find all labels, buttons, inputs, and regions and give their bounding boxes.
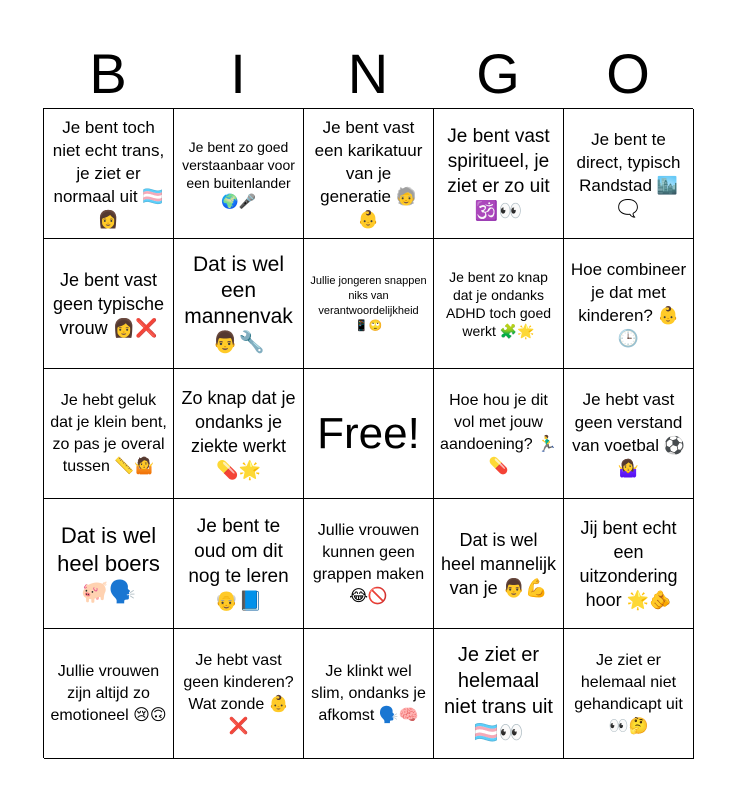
bingo-cell-free[interactable] — [304, 369, 434, 499]
bingo-cell-r5c1[interactable] — [44, 629, 174, 759]
bingo-cell-r5c5[interactable] — [564, 629, 694, 759]
bingo-cell-r5c2[interactable] — [174, 629, 304, 759]
cell-text: Dat is wel een mannenvak 👨🔧 — [184, 252, 293, 354]
bingo-cell-r2c5[interactable] — [564, 239, 694, 369]
bingo-header — [43, 40, 693, 108]
header-letter-g: G — [476, 42, 520, 105]
bingo-cell-r3c5[interactable] — [564, 369, 694, 499]
bingo-cell-r5c4[interactable] — [434, 629, 564, 759]
cell-text: Zo knap dat je ondanks je ziekte werkt 💊🌟 — [181, 387, 296, 480]
cell-text: Je bent toch niet echt trans, je ziet er normaal uit 🏳️‍⚧️👩 — [52, 118, 165, 229]
header-letter-b: B — [89, 42, 127, 105]
cell-text: Je bent vast spiritueel, je ziet er zo uit 🕉️👀 — [447, 125, 550, 222]
header-letter-o: O — [606, 42, 650, 105]
bingo-cell-r1c2[interactable] — [174, 109, 304, 239]
cell-text: Jij bent echt een uitzondering hoor 🌟🫵 — [579, 517, 678, 610]
cell-text: Dat is wel heel boers 🐖🗣️ — [57, 522, 160, 604]
cell-text: Hoe hou je dit vol met jouw aandoening? 🏃‍♂️💊 — [440, 391, 557, 475]
bingo-cell-r3c1[interactable] — [44, 369, 174, 499]
cell-text: Jullie jongeren snappen niks van verantwoordelijkheid 📱🙄 — [310, 274, 427, 332]
cell-text: Je ziet er helemaal niet trans uit 🏳️‍⚧️👀 — [444, 643, 553, 744]
bingo-cell-r1c3[interactable] — [304, 109, 434, 239]
bingo-cell-r1c5[interactable] — [564, 109, 694, 239]
bingo-cell-r3c4[interactable] — [434, 369, 564, 499]
cell-text: Je ziet er helemaal niet gehandicapt uit 👀🤔 — [574, 651, 683, 735]
cell-text: Je hebt vast geen verstand van voetbal ⚽🤷‍♀️ — [572, 389, 685, 478]
cell-text: Je bent zo knap dat je ondanks ADHD toch goed werkt 🧩🌟 — [445, 268, 552, 339]
bingo-cell-r4c4[interactable] — [434, 499, 564, 629]
bingo-cell-r3c2[interactable] — [174, 369, 304, 499]
cell-text: Je klinkt wel slim, ondanks je afkomst 🗣️🧠 — [311, 662, 426, 724]
bingo-cell-r2c3[interactable] — [304, 239, 434, 369]
cell-text: Jullie vrouwen zijn altijd zo emotioneel 😢🙃 — [50, 662, 167, 724]
header-letter-i: I — [230, 42, 246, 105]
cell-text: Je hebt geluk dat je klein bent, zo pas je overal tussen 📏🤷 — [50, 391, 167, 475]
bingo-cell-r1c1[interactable] — [44, 109, 174, 239]
bingo-cell-r2c2[interactable] — [174, 239, 304, 369]
bingo-cell-r2c4[interactable] — [434, 239, 564, 369]
cell-text: Je bent zo goed verstaanbaar voor een buitenlander 🌍🎤 — [182, 138, 295, 209]
bingo-cell-r4c5[interactable] — [564, 499, 694, 629]
cell-text: Jullie vrouwen kunnen geen grappen maken 😂🚫 — [312, 521, 425, 605]
bingo-cell-r4c3[interactable] — [304, 499, 434, 629]
cell-text: Je bent vast een karikatuur van je generatie 🧓👶 — [314, 118, 423, 229]
cell-text: Dat is wel heel mannelijk van je 👨💪 — [440, 529, 557, 598]
cell-text: Je bent vast geen typische vrouw 👩❌ — [52, 269, 165, 338]
header-letter-n: N — [347, 42, 389, 105]
cell-text: Je bent te direct, typisch Randstad 🏙️🗨️ — [576, 129, 681, 218]
bingo-cell-r1c4[interactable] — [434, 109, 564, 239]
bingo-cell-r4c1[interactable] — [44, 499, 174, 629]
bingo-grid — [43, 108, 693, 758]
bingo-cell-r4c2[interactable] — [174, 499, 304, 629]
free-space-label: Free! — [317, 408, 420, 458]
cell-text: Je hebt vast geen kinderen? Wat zonde 👶❌ — [183, 651, 294, 735]
bingo-cell-r5c3[interactable] — [304, 629, 434, 759]
cell-text: Hoe combineer je dat met kinderen? 👶🕒 — [570, 259, 687, 348]
bingo-cell-r2c1[interactable] — [44, 239, 174, 369]
cell-text: Je bent te oud om dit nog te leren 👴📘 — [188, 515, 289, 612]
